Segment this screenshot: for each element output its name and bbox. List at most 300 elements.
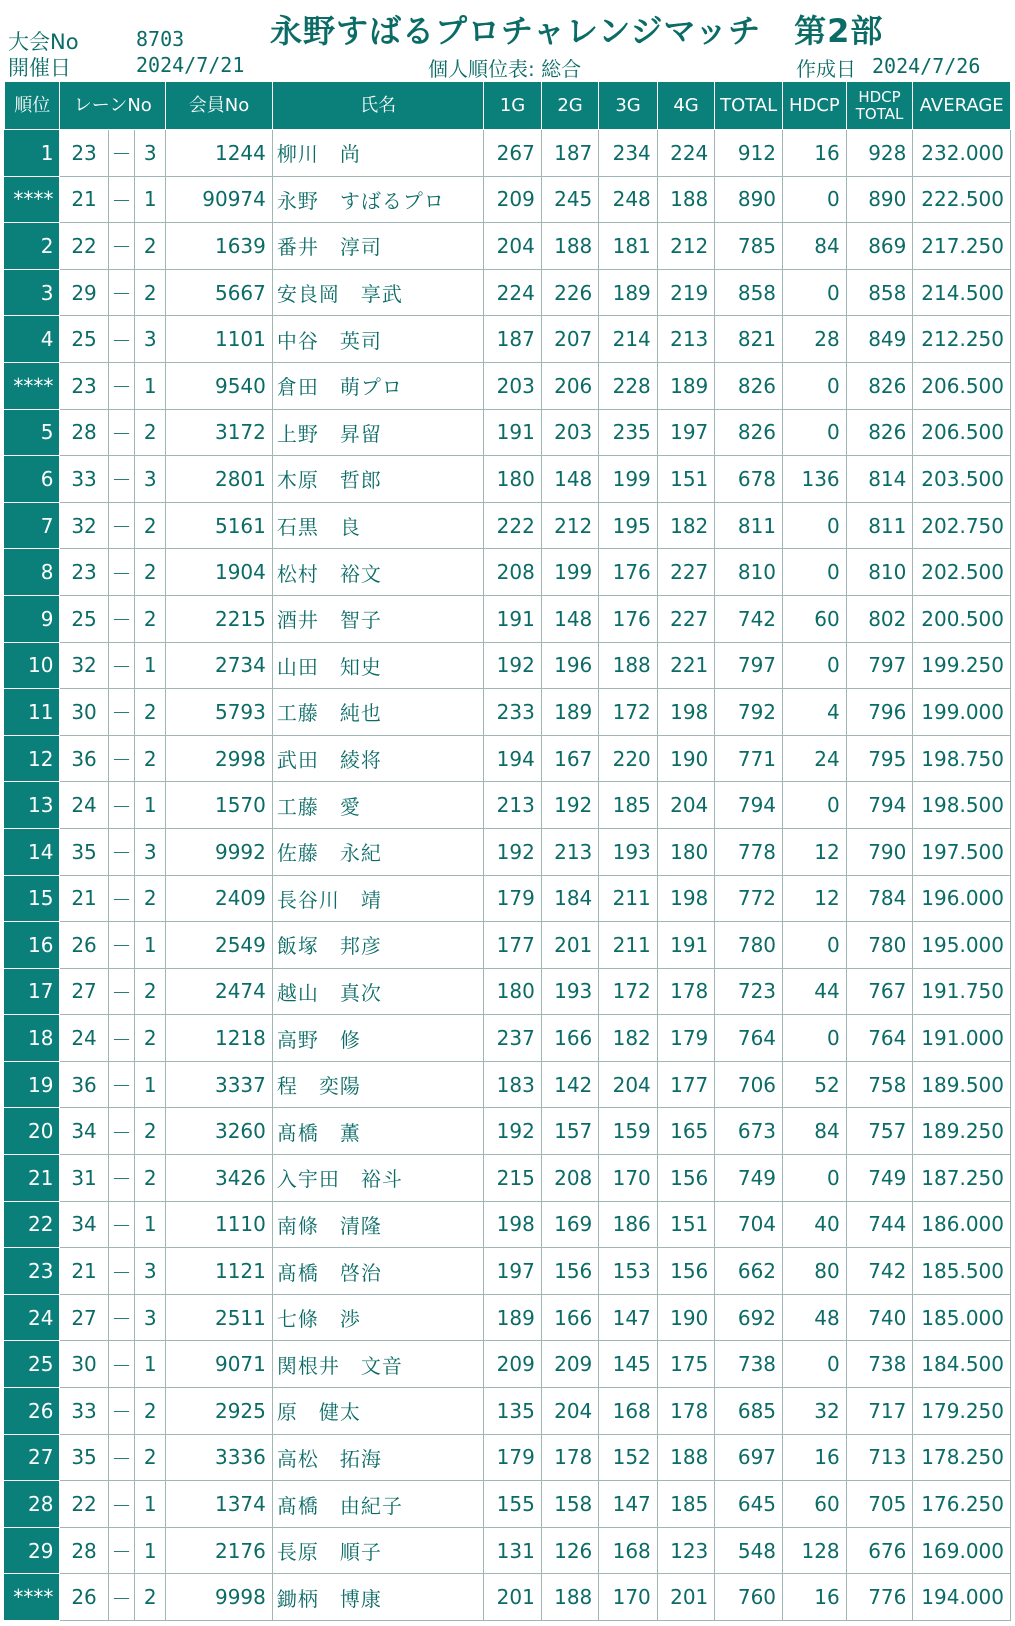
game-1-cell: 204	[484, 223, 541, 270]
rank-cell: 17	[5, 968, 60, 1015]
rank-cell: 19	[5, 1061, 60, 1108]
rank-cell: ****	[5, 362, 60, 409]
total-cell: 858	[715, 269, 783, 316]
game-4-cell: 197	[657, 409, 714, 456]
lane-separator: －	[108, 1574, 135, 1621]
game-4-cell: 179	[657, 1015, 714, 1062]
member-no-cell: 3260	[166, 1108, 273, 1155]
hdcp-total-cell: 744	[846, 1201, 913, 1248]
game-3-cell: 147	[599, 1294, 658, 1341]
hdcp-total-cell: 810	[846, 549, 913, 596]
member-no-cell: 9998	[166, 1574, 273, 1621]
game-1-cell: 208	[484, 549, 541, 596]
member-no-cell: 90974	[166, 176, 273, 223]
game-2-cell: 187	[541, 130, 598, 177]
hdcp-total-cell: 784	[846, 875, 913, 922]
rank-cell: 7	[5, 502, 60, 549]
lane-seat-cell: 2	[135, 269, 166, 316]
hdcp-cell: 44	[783, 968, 847, 1015]
total-cell: 890	[715, 176, 783, 223]
game-2-cell: 184	[541, 875, 598, 922]
total-cell: 673	[715, 1108, 783, 1155]
game-2-cell: 167	[541, 735, 598, 782]
total-cell: 797	[715, 642, 783, 689]
game-4-cell: 182	[657, 502, 714, 549]
name-cell: 高松 拓海	[272, 1434, 483, 1481]
hdcp-cell: 128	[783, 1527, 847, 1574]
game-1-cell: 222	[484, 502, 541, 549]
game-2-cell: 192	[541, 782, 598, 829]
member-no-cell: 2549	[166, 922, 273, 969]
member-no-cell: 3336	[166, 1434, 273, 1481]
lane-pair-cell: 24	[60, 1015, 108, 1062]
hdcp-total-cell: 713	[846, 1434, 913, 1481]
hdcp-total-cell: 676	[846, 1527, 913, 1574]
event-date-label: 開催日	[8, 56, 71, 80]
hdcp-cell: 0	[783, 362, 847, 409]
lane-seat-cell: 2	[135, 409, 166, 456]
game-4-cell: 189	[657, 362, 714, 409]
rank-cell: 15	[5, 875, 60, 922]
lane-separator: －	[108, 1108, 135, 1155]
game-1-cell: 187	[484, 316, 541, 363]
average-cell: 198.750	[913, 735, 1011, 782]
game-4-cell: 175	[657, 1341, 714, 1388]
average-cell: 191.000	[913, 1015, 1011, 1062]
game-3-cell: 172	[599, 968, 658, 1015]
col-name: 氏名	[272, 82, 483, 130]
game-2-cell: 142	[541, 1061, 598, 1108]
game-3-cell: 189	[599, 269, 658, 316]
lane-pair-cell: 31	[60, 1155, 108, 1202]
rank-cell: ****	[5, 176, 60, 223]
name-cell: 越山 真次	[272, 968, 483, 1015]
hdcp-cell: 28	[783, 316, 847, 363]
game-4-cell: 178	[657, 1388, 714, 1435]
table-row	[5, 968, 1011, 1015]
rank-cell: 9	[5, 595, 60, 642]
rank-cell: 12	[5, 735, 60, 782]
game-4-cell: 151	[657, 1201, 714, 1248]
game-4-cell: 151	[657, 456, 714, 503]
name-cell: 七條 渉	[272, 1294, 483, 1341]
lane-separator: －	[108, 223, 135, 270]
average-cell: 222.500	[913, 176, 1011, 223]
total-cell: 742	[715, 595, 783, 642]
table-row	[5, 269, 1011, 316]
game-1-cell: 209	[484, 1341, 541, 1388]
rank-cell: 26	[5, 1388, 60, 1435]
lane-pair-cell: 22	[60, 1481, 108, 1528]
total-cell: 780	[715, 922, 783, 969]
member-no-cell: 5667	[166, 269, 273, 316]
table-row	[5, 1434, 1011, 1481]
lane-pair-cell: 34	[60, 1108, 108, 1155]
lane-pair-cell: 21	[60, 875, 108, 922]
game-2-cell: 166	[541, 1294, 598, 1341]
hdcp-total-cell: 738	[846, 1341, 913, 1388]
rank-cell: 14	[5, 828, 60, 875]
table-header-row	[5, 82, 1011, 130]
game-1-cell: 189	[484, 1294, 541, 1341]
hdcp-total-cell: 826	[846, 362, 913, 409]
total-cell: 810	[715, 549, 783, 596]
lane-seat-cell: 2	[135, 735, 166, 782]
name-cell: 南條 清隆	[272, 1201, 483, 1248]
name-cell: 中谷 英司	[272, 316, 483, 363]
hdcp-cell: 0	[783, 549, 847, 596]
lane-seat-cell: 3	[135, 1294, 166, 1341]
total-cell: 678	[715, 456, 783, 503]
game-1-cell: 209	[484, 176, 541, 223]
member-no-cell: 2734	[166, 642, 273, 689]
game-4-cell: 191	[657, 922, 714, 969]
rank-cell: 23	[5, 1248, 60, 1295]
table-row	[5, 223, 1011, 270]
member-no-cell: 3337	[166, 1061, 273, 1108]
name-cell: 入宇田 裕斗	[272, 1155, 483, 1202]
game-4-cell: 201	[657, 1574, 714, 1621]
game-4-cell: 221	[657, 642, 714, 689]
game-3-cell: 193	[599, 828, 658, 875]
game-3-cell: 159	[599, 1108, 658, 1155]
average-cell: 202.500	[913, 549, 1011, 596]
member-no-cell: 1374	[166, 1481, 273, 1528]
rank-cell: 21	[5, 1155, 60, 1202]
game-1-cell: 198	[484, 1201, 541, 1248]
game-2-cell: 207	[541, 316, 598, 363]
game-1-cell: 179	[484, 1434, 541, 1481]
hdcp-total-cell: 740	[846, 1294, 913, 1341]
name-cell: 髙橋 由紀子	[272, 1481, 483, 1528]
game-2-cell: 148	[541, 595, 598, 642]
game-3-cell: 234	[599, 130, 658, 177]
average-cell: 191.750	[913, 968, 1011, 1015]
col-hdcp: HDCP	[783, 82, 847, 130]
lane-separator: －	[108, 549, 135, 596]
average-cell: 212.250	[913, 316, 1011, 363]
member-no-cell: 1244	[166, 130, 273, 177]
tournament-no-label: 大会No	[8, 30, 79, 54]
total-cell: 778	[715, 828, 783, 875]
table-row	[5, 176, 1011, 223]
lane-separator: －	[108, 735, 135, 782]
lane-pair-cell: 24	[60, 782, 108, 829]
game-4-cell: 190	[657, 1294, 714, 1341]
col-hdcp-total-line2: TOTAL	[855, 104, 904, 123]
game-4-cell: 180	[657, 828, 714, 875]
hdcp-cell: 0	[783, 642, 847, 689]
name-cell: 髙橋 啓治	[272, 1248, 483, 1295]
lane-seat-cell: 2	[135, 968, 166, 1015]
lane-pair-cell: 30	[60, 1341, 108, 1388]
lane-pair-cell: 28	[60, 1527, 108, 1574]
game-1-cell: 213	[484, 782, 541, 829]
game-1-cell: 197	[484, 1248, 541, 1295]
game-1-cell: 267	[484, 130, 541, 177]
table-row	[5, 502, 1011, 549]
hdcp-cell: 0	[783, 922, 847, 969]
created-date-label: 作成日	[796, 57, 856, 81]
lane-seat-cell: 2	[135, 689, 166, 736]
table-row	[5, 1155, 1011, 1202]
game-3-cell: 214	[599, 316, 658, 363]
col-member-no: 会員No	[166, 82, 273, 130]
rank-cell: 25	[5, 1341, 60, 1388]
member-no-cell: 3426	[166, 1155, 273, 1202]
lane-seat-cell: 2	[135, 1108, 166, 1155]
member-no-cell: 9071	[166, 1341, 273, 1388]
lane-seat-cell: 2	[135, 1574, 166, 1621]
lane-pair-cell: 22	[60, 223, 108, 270]
average-cell: 232.000	[913, 130, 1011, 177]
game-3-cell: 211	[599, 875, 658, 922]
total-cell: 772	[715, 875, 783, 922]
rank-cell: 27	[5, 1434, 60, 1481]
hdcp-cell: 0	[783, 502, 847, 549]
member-no-cell: 9540	[166, 362, 273, 409]
game-4-cell: 212	[657, 223, 714, 270]
table-row	[5, 456, 1011, 503]
lane-separator: －	[108, 269, 135, 316]
hdcp-total-cell: 858	[846, 269, 913, 316]
member-no-cell: 2176	[166, 1527, 273, 1574]
lane-seat-cell: 1	[135, 922, 166, 969]
total-cell: 794	[715, 782, 783, 829]
game-2-cell: 208	[541, 1155, 598, 1202]
average-cell: 195.000	[913, 922, 1011, 969]
game-3-cell: 182	[599, 1015, 658, 1062]
average-cell: 194.000	[913, 1574, 1011, 1621]
name-cell: 工藤 純也	[272, 689, 483, 736]
name-cell: 工藤 愛	[272, 782, 483, 829]
page-title: 永野すばるプロチャレンジマッチ 第2部	[270, 12, 884, 50]
lane-pair-cell: 35	[60, 828, 108, 875]
game-4-cell: 185	[657, 1481, 714, 1528]
rank-cell: 16	[5, 922, 60, 969]
hdcp-total-cell: 826	[846, 409, 913, 456]
table-row	[5, 1201, 1011, 1248]
lane-separator: －	[108, 1388, 135, 1435]
game-2-cell: 201	[541, 922, 598, 969]
lane-separator: －	[108, 1527, 135, 1574]
game-4-cell: 156	[657, 1155, 714, 1202]
lane-separator: －	[108, 922, 135, 969]
total-cell: 764	[715, 1015, 783, 1062]
col-game-1: 1G	[484, 82, 541, 130]
game-3-cell: 170	[599, 1574, 658, 1621]
table-row	[5, 1481, 1011, 1528]
hdcp-cell: 16	[783, 130, 847, 177]
game-1-cell: 233	[484, 689, 541, 736]
hdcp-cell: 16	[783, 1574, 847, 1621]
game-1-cell: 194	[484, 735, 541, 782]
game-4-cell: 213	[657, 316, 714, 363]
col-game-2: 2G	[541, 82, 598, 130]
game-3-cell: 176	[599, 549, 658, 596]
lane-seat-cell: 1	[135, 176, 166, 223]
hdcp-total-cell: 795	[846, 735, 913, 782]
total-cell: 912	[715, 130, 783, 177]
rank-cell: 10	[5, 642, 60, 689]
lane-separator: －	[108, 1155, 135, 1202]
average-cell: 189.250	[913, 1108, 1011, 1155]
game-3-cell: 228	[599, 362, 658, 409]
average-cell: 206.500	[913, 409, 1011, 456]
member-no-cell: 9992	[166, 828, 273, 875]
name-cell: 長谷川 靖	[272, 875, 483, 922]
rank-cell: 29	[5, 1527, 60, 1574]
total-cell: 738	[715, 1341, 783, 1388]
rank-cell: 13	[5, 782, 60, 829]
lane-seat-cell: 2	[135, 1434, 166, 1481]
lane-separator: －	[108, 502, 135, 549]
game-1-cell: 135	[484, 1388, 541, 1435]
col-total: TOTAL	[715, 82, 783, 130]
lane-seat-cell: 1	[135, 1201, 166, 1248]
game-1-cell: 192	[484, 1108, 541, 1155]
hdcp-cell: 48	[783, 1294, 847, 1341]
game-1-cell: 155	[484, 1481, 541, 1528]
hdcp-cell: 84	[783, 223, 847, 270]
average-cell: 214.500	[913, 269, 1011, 316]
member-no-cell: 2998	[166, 735, 273, 782]
game-1-cell: 180	[484, 456, 541, 503]
lane-separator: －	[108, 409, 135, 456]
table-row	[5, 922, 1011, 969]
lane-seat-cell: 2	[135, 595, 166, 642]
game-3-cell: 185	[599, 782, 658, 829]
lane-seat-cell: 3	[135, 1248, 166, 1295]
member-no-cell: 2409	[166, 875, 273, 922]
member-no-cell: 2801	[166, 456, 273, 503]
name-cell: 佐藤 永紀	[272, 828, 483, 875]
hdcp-total-cell: 764	[846, 1015, 913, 1062]
hdcp-total-cell: 780	[846, 922, 913, 969]
average-cell: 189.500	[913, 1061, 1011, 1108]
table-row	[5, 689, 1011, 736]
game-4-cell: 190	[657, 735, 714, 782]
game-3-cell: 195	[599, 502, 658, 549]
table-row	[5, 316, 1011, 363]
table-row	[5, 1248, 1011, 1295]
name-cell: 上野 昇留	[272, 409, 483, 456]
lane-pair-cell: 23	[60, 549, 108, 596]
game-4-cell: 178	[657, 968, 714, 1015]
table-row	[5, 130, 1011, 177]
member-no-cell: 1218	[166, 1015, 273, 1062]
member-no-cell: 2511	[166, 1294, 273, 1341]
game-1-cell: 215	[484, 1155, 541, 1202]
lane-separator: －	[108, 316, 135, 363]
game-1-cell: 131	[484, 1527, 541, 1574]
game-3-cell: 168	[599, 1388, 658, 1435]
game-3-cell: 147	[599, 1481, 658, 1528]
table-row	[5, 735, 1011, 782]
average-cell: 178.250	[913, 1434, 1011, 1481]
hdcp-cell: 16	[783, 1434, 847, 1481]
game-1-cell: 203	[484, 362, 541, 409]
lane-separator: －	[108, 782, 135, 829]
name-cell: 長原 順子	[272, 1527, 483, 1574]
game-1-cell: 201	[484, 1574, 541, 1621]
game-3-cell: 186	[599, 1201, 658, 1248]
average-cell: 203.500	[913, 456, 1011, 503]
name-cell: 飯塚 邦彦	[272, 922, 483, 969]
game-4-cell: 227	[657, 595, 714, 642]
lane-seat-cell: 3	[135, 456, 166, 503]
game-2-cell: 212	[541, 502, 598, 549]
average-cell: 197.500	[913, 828, 1011, 875]
event-date: 2024/7/21	[136, 53, 245, 77]
lane-separator: －	[108, 176, 135, 223]
total-cell: 771	[715, 735, 783, 782]
game-3-cell: 168	[599, 1527, 658, 1574]
total-cell: 749	[715, 1155, 783, 1202]
game-1-cell: 192	[484, 642, 541, 689]
game-2-cell: 178	[541, 1434, 598, 1481]
hdcp-total-cell: 814	[846, 456, 913, 503]
lane-seat-cell: 1	[135, 1061, 166, 1108]
total-cell: 548	[715, 1527, 783, 1574]
hdcp-cell: 12	[783, 875, 847, 922]
table-row	[5, 642, 1011, 689]
name-cell: 石黒 良	[272, 502, 483, 549]
hdcp-total-cell: 811	[846, 502, 913, 549]
name-cell: 程 奕陽	[272, 1061, 483, 1108]
name-cell: 木原 哲郎	[272, 456, 483, 503]
table-row	[5, 362, 1011, 409]
lane-seat-cell: 2	[135, 1388, 166, 1435]
game-3-cell: 176	[599, 595, 658, 642]
name-cell: 山田 知史	[272, 642, 483, 689]
member-no-cell: 3172	[166, 409, 273, 456]
game-4-cell: 165	[657, 1108, 714, 1155]
game-4-cell: 123	[657, 1527, 714, 1574]
game-3-cell: 235	[599, 409, 658, 456]
hdcp-total-cell: 849	[846, 316, 913, 363]
game-4-cell: 177	[657, 1061, 714, 1108]
col-rank: 順位	[5, 82, 60, 130]
game-1-cell: 192	[484, 828, 541, 875]
rank-cell: 22	[5, 1201, 60, 1248]
lane-seat-cell: 1	[135, 1481, 166, 1528]
col-lane: レーンNo	[60, 82, 166, 130]
page-subtitle: 個人順位表: 総合	[428, 57, 582, 81]
hdcp-cell: 60	[783, 1481, 847, 1528]
name-cell: 永野 すばるプロ	[272, 176, 483, 223]
name-cell: 髙橋 薫	[272, 1108, 483, 1155]
table-row	[5, 1108, 1011, 1155]
hdcp-total-cell: 749	[846, 1155, 913, 1202]
lane-pair-cell: 28	[60, 409, 108, 456]
rank-cell: 24	[5, 1294, 60, 1341]
hdcp-total-cell: 796	[846, 689, 913, 736]
total-cell: 704	[715, 1201, 783, 1248]
hdcp-total-cell: 790	[846, 828, 913, 875]
hdcp-total-cell: 797	[846, 642, 913, 689]
average-cell: 186.000	[913, 1201, 1011, 1248]
average-cell: 200.500	[913, 595, 1011, 642]
total-cell: 811	[715, 502, 783, 549]
member-no-cell: 1101	[166, 316, 273, 363]
game-2-cell: 156	[541, 1248, 598, 1295]
game-4-cell: 204	[657, 782, 714, 829]
lane-seat-cell: 2	[135, 549, 166, 596]
total-cell: 723	[715, 968, 783, 1015]
lane-separator: －	[108, 1061, 135, 1108]
lane-seat-cell: 2	[135, 1155, 166, 1202]
